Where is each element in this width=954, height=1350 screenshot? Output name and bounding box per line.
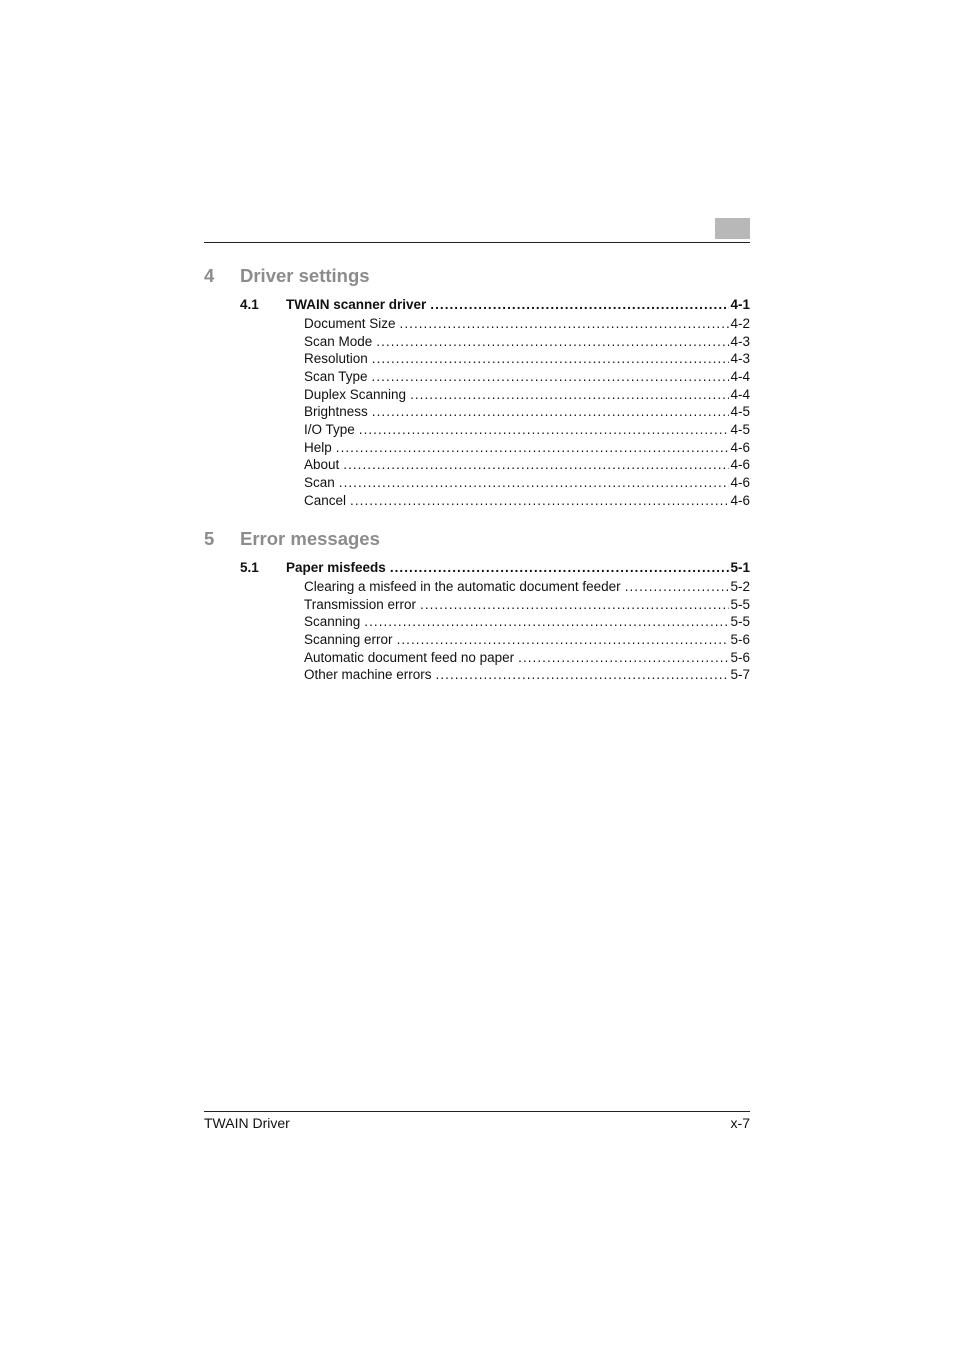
page-number: 4-1 xyxy=(730,297,750,312)
entry-title: Scan Type xyxy=(304,369,368,384)
entry-title: Clearing a misfeed in the automatic document feeder xyxy=(304,579,621,594)
entry-title: Document Size xyxy=(304,316,396,331)
toc-entry[interactable] xyxy=(204,439,750,457)
toc-entry[interactable] xyxy=(204,666,750,684)
toc-entry[interactable] xyxy=(204,456,750,474)
page-number: 5-6 xyxy=(730,632,750,647)
page-number: 5-7 xyxy=(730,667,750,682)
dot-leader xyxy=(420,596,729,614)
entry-title: About xyxy=(304,457,340,472)
section-title: TWAIN scanner driver xyxy=(286,297,427,312)
toc-section-5-1[interactable] xyxy=(204,559,750,577)
dot-leader xyxy=(625,578,730,596)
page-number: 5-2 xyxy=(730,579,750,594)
entry-title: Transmission error xyxy=(304,597,417,612)
section-number: 5.1 xyxy=(240,560,259,575)
dot-leader xyxy=(410,386,729,404)
footer-rule xyxy=(204,1111,750,1112)
chapter-title: Driver settings xyxy=(240,265,370,286)
page-number: 4-5 xyxy=(730,404,750,419)
entry-title: Scanning error xyxy=(304,632,393,647)
page-number: 4-4 xyxy=(730,387,750,402)
chapter-title: Error messages xyxy=(240,528,380,549)
entry-title: Scan xyxy=(304,475,335,490)
entry-title: Automatic document feed no paper xyxy=(304,650,515,665)
dot-leader xyxy=(350,492,729,510)
header-rule xyxy=(204,242,750,243)
page-number: 4-3 xyxy=(730,334,750,349)
dot-leader xyxy=(339,474,730,492)
footer-page-number: x-7 xyxy=(730,1115,750,1131)
chapter-heading-4 xyxy=(204,265,750,289)
dot-leader xyxy=(372,368,730,386)
page-number: 5-6 xyxy=(730,650,750,665)
dot-leader xyxy=(436,666,730,684)
page-number: 4-4 xyxy=(730,369,750,384)
entry-title: Other machine errors xyxy=(304,667,432,682)
entry-title: Resolution xyxy=(304,351,368,366)
toc-entry[interactable] xyxy=(204,649,750,667)
dot-leader xyxy=(400,315,730,333)
page-number: 4-6 xyxy=(730,475,750,490)
page-number: 4-2 xyxy=(730,316,750,331)
chapter-number: 5 xyxy=(204,528,215,549)
toc-entry[interactable] xyxy=(204,386,750,404)
page-number: 5-5 xyxy=(730,614,750,629)
page-number: 4-3 xyxy=(730,351,750,366)
section-title: Paper misfeeds xyxy=(286,560,386,575)
toc-entry[interactable] xyxy=(204,578,750,596)
toc-entry[interactable] xyxy=(204,631,750,649)
toc-entry[interactable] xyxy=(204,368,750,386)
dot-leader xyxy=(359,421,730,439)
entry-title: Scanning xyxy=(304,614,361,629)
entry-title: Brightness xyxy=(304,404,368,419)
page-number: 5-1 xyxy=(730,560,750,575)
toc-entry[interactable] xyxy=(204,350,750,368)
dot-leader xyxy=(343,456,729,474)
dot-leader xyxy=(430,296,729,314)
entry-title: Duplex Scanning xyxy=(304,387,407,402)
toc-entry[interactable] xyxy=(204,474,750,492)
dot-leader xyxy=(372,350,730,368)
footer-document-title: TWAIN Driver xyxy=(204,1115,290,1131)
dot-leader xyxy=(397,631,730,649)
page-number: 4-5 xyxy=(730,422,750,437)
page-number: 4-6 xyxy=(730,457,750,472)
page-number: 4-6 xyxy=(730,440,750,455)
entry-title: I/O Type xyxy=(304,422,355,437)
chapter-tab-marker xyxy=(715,218,750,239)
toc-entry[interactable] xyxy=(204,613,750,631)
dot-leader xyxy=(372,403,730,421)
toc-entry[interactable] xyxy=(204,315,750,333)
chapter-number: 4 xyxy=(204,265,215,286)
dot-leader xyxy=(376,333,729,351)
toc-entry[interactable] xyxy=(204,403,750,421)
entry-title: Scan Mode xyxy=(304,334,373,349)
entry-title: Help xyxy=(304,440,332,455)
entry-title: Cancel xyxy=(304,493,347,508)
toc-entry[interactable] xyxy=(204,421,750,439)
toc-entry[interactable] xyxy=(204,492,750,510)
dot-leader xyxy=(336,439,730,457)
section-number: 4.1 xyxy=(240,297,259,312)
toc-section-4-1[interactable] xyxy=(204,296,750,314)
chapter-heading-5 xyxy=(204,528,750,552)
toc-entry[interactable] xyxy=(204,333,750,351)
dot-leader xyxy=(518,649,729,667)
page-number: 4-6 xyxy=(730,493,750,508)
dot-leader xyxy=(390,559,730,577)
page-number: 5-5 xyxy=(730,597,750,612)
dot-leader xyxy=(364,613,729,631)
toc-entry[interactable] xyxy=(204,596,750,614)
